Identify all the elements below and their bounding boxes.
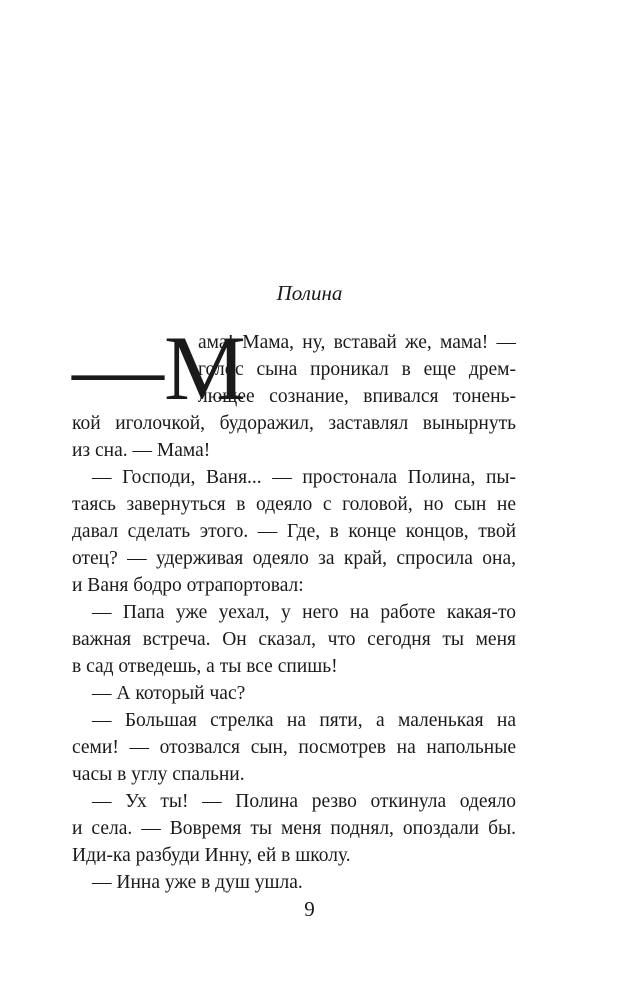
dropcap-paragraph-start [72, 317, 516, 419]
chapter-title: Полина [276, 281, 343, 305]
text-line: часы в углу спальни. [72, 764, 245, 785]
page-number: 9 [304, 897, 315, 921]
text-line: давал сделать этого. — Где, в конце концов, твой [72, 521, 516, 542]
text-line: — Большая стрелка на пяти, а маленькая на [92, 710, 516, 731]
text-line: важная встреча. Он сказал, что сегодня ты меня [72, 629, 516, 650]
text-line: и села. — Вовремя ты меня поднял, опоздали бы. [72, 818, 516, 839]
text-line: отец? — удерживая одеяло за край, спросила она, [72, 548, 516, 569]
text-line: ама! Мама, ну, вставай же, мама! — [198, 332, 516, 353]
text-line: семи! — отозвался сын, посмотрев на напольные [72, 737, 516, 758]
text-line: — Господи, Ваня... — простонала Полина, пы- [92, 467, 516, 488]
text-line: и Ваня бодро отрапортовал: [72, 575, 304, 596]
text-line: — А который час? [92, 683, 246, 704]
text-line: — Ух ты! — Полина резво откинула одеяло [92, 791, 516, 812]
drop-cap: —М [72, 317, 246, 419]
text-line: голос сына проникал в еще дрем- [198, 359, 516, 380]
text-line: таясь завернуться в одеяло с головой, но сын не [72, 494, 516, 515]
text-line: Иди-ка разбуди Инну, ей в школу. [72, 845, 351, 866]
paragraph-lines [72, 410, 516, 896]
dropcap-lines [198, 329, 516, 410]
body-text [72, 317, 516, 896]
text-line: кой иголочкой, будоражил, заставлял вынырнуть [72, 413, 516, 434]
text-line: лющее сознание, впивался тонень- [198, 386, 516, 407]
text-line: — Папа уже уехал, у него на работе какая-то [92, 602, 516, 623]
text-line: — Инна уже в душ ушла. [92, 872, 303, 893]
text-line: из сна. — Мама! [72, 440, 211, 461]
text-line: в сад отведешь, а ты все спишь! [72, 656, 338, 677]
